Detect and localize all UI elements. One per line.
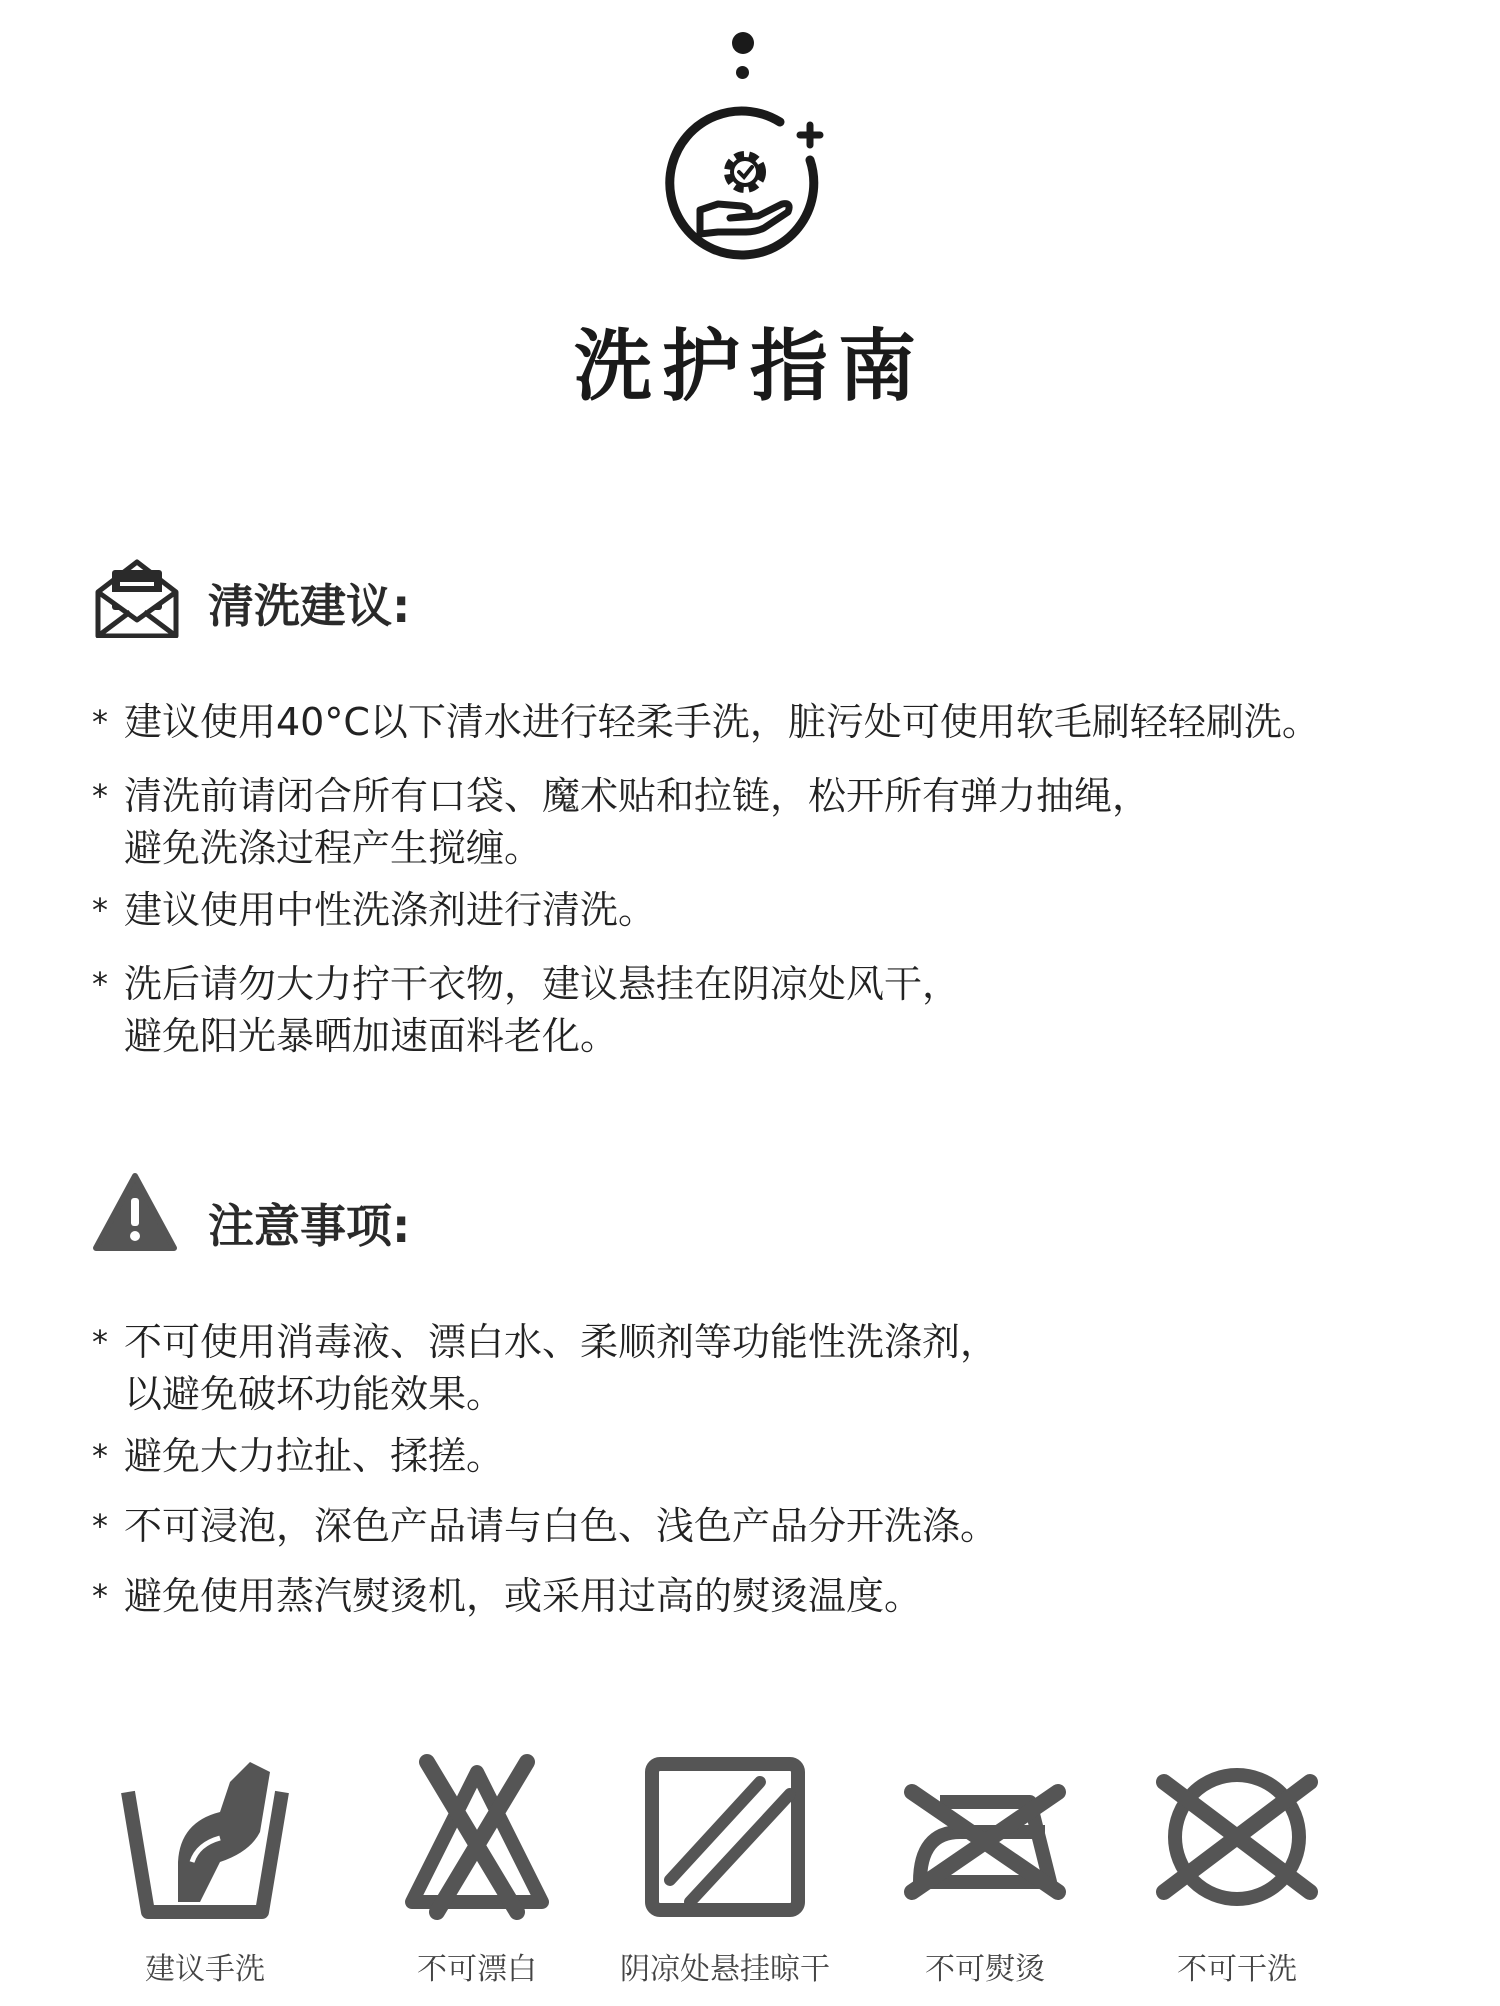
bullet-star: * <box>92 703 108 741</box>
item-line: 以避免破坏功能效果。 <box>124 1372 505 1416</box>
item-line: 避免使用蒸汽熨烫机，或采用过高的熨烫温度。 <box>124 1574 923 1618</box>
item-line: 建议使用中性洗涤剂进行清洗。 <box>124 888 657 932</box>
warning-icon <box>92 1170 178 1256</box>
care-label: 阴凉处悬挂晾干 <box>620 1952 830 1987</box>
item-line: 清洗前请闭合所有口袋、魔术贴和拉链，松开所有弹力抽绳， <box>124 774 1151 818</box>
bullet-star: * <box>92 777 108 815</box>
item-line: 不可浸泡，深色产品请与白色、浅色产品分开洗涤。 <box>124 1504 999 1548</box>
no-dry-clean-icon <box>1152 1752 1322 1922</box>
item-line: 不可使用消毒液、漂白水、柔顺剂等功能性洗涤剂， <box>124 1320 999 1364</box>
item-line: 建议使用40°C以下清水进行轻柔手洗，脏污处可使用软毛刷轻轻刷洗。 <box>124 700 1320 744</box>
bullet-star: * <box>92 1323 108 1361</box>
no-iron-icon <box>900 1752 1070 1922</box>
decor-dot-large <box>732 32 754 54</box>
caution-section-title: 注意事项: <box>208 1199 411 1253</box>
page-title: 洗护指南 <box>573 322 926 412</box>
bullet-star: * <box>92 1577 108 1615</box>
hand-wash-icon <box>120 1752 290 1922</box>
dry-in-shade-icon <box>640 1752 810 1922</box>
care-label: 不可干洗 <box>1177 1952 1297 1987</box>
item-line: 洗后请勿大力拧干衣物，建议悬挂在阴凉处风干， <box>124 962 961 1006</box>
decor-dot-small <box>736 66 749 79</box>
bullet-star: * <box>92 1437 108 1475</box>
item-line: 避免阳光暴晒加速面料老化。 <box>124 1014 619 1058</box>
item-line: 避免大力拉扯、揉搓。 <box>124 1434 505 1478</box>
envelope-icon <box>94 552 180 638</box>
care-emblem-icon <box>660 100 830 270</box>
bullet-star: * <box>92 1507 108 1545</box>
care-label: 不可熨烫 <box>925 1952 1045 1987</box>
bullet-star: * <box>92 965 108 1003</box>
no-bleach-icon <box>392 1752 562 1922</box>
wash-section-title: 清洗建议: <box>208 579 411 633</box>
care-label: 不可漂白 <box>417 1952 537 1987</box>
bullet-star: * <box>92 891 108 929</box>
item-line: 避免洗涤过程产生搅缠。 <box>124 826 543 870</box>
care-label: 建议手洗 <box>145 1952 265 1987</box>
